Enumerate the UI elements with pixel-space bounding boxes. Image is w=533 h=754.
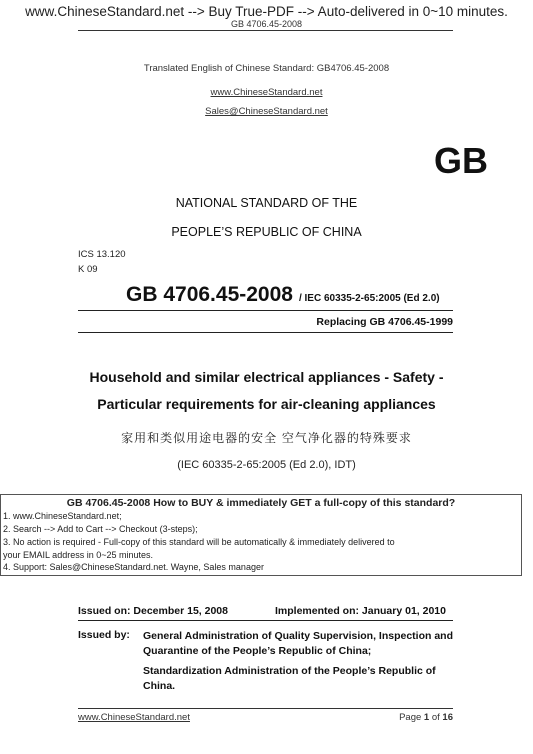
email-link[interactable]: Sales@ChineseStandard.net (205, 106, 328, 117)
issuer-2: Standardization Administration of the People’s Republic of China. (143, 665, 436, 692)
ics-code: ICS 13.120 (78, 249, 126, 260)
issued-by-label: Issued by: (78, 629, 130, 641)
website-link[interactable]: www.ChineseStandard.net (210, 87, 323, 98)
top-banner: www.ChineseStandard.net --> Buy True-PDF --> Auto-delivered in 0~10 minutes. (25, 4, 508, 19)
divider (78, 620, 453, 621)
page-number: Page 1 of 16 (399, 712, 453, 723)
total-pages: 16 (442, 712, 453, 723)
current-page: 1 (423, 712, 430, 723)
iec-identical-note: (IEC 60335-2-65:2005 (Ed 2.0), IDT) (177, 459, 356, 471)
buy-box-title: GB 4706.45-2008 How to BUY & immediately GET a full-copy of this standard? (66, 497, 456, 509)
title-line-1: Household and similar electrical appliances - Safety - (89, 369, 444, 385)
buy-box (0, 494, 522, 576)
issuer-1: General Administration of Quality Supervision, Inspection and Quarantine of the People’s Republic of China; (143, 630, 453, 657)
gb-mark: GB (434, 140, 488, 181)
buy-step: 3. No action is required - Full-copy of this standard will be automatically & immediately delivered to (3, 537, 395, 547)
national-standard-line-2: PEOPLE’S REPUBLIC OF CHINA (171, 225, 362, 239)
national-standard-line-1: NATIONAL STANDARD OF THE (175, 196, 358, 210)
website-link-wrap (0, 82, 533, 100)
translated-note: Translated English of Chinese Standard: GB4706.45-2008 (143, 63, 390, 74)
divider (78, 310, 453, 311)
footer-website-link[interactable]: www.ChineseStandard.net (78, 712, 190, 723)
header-standard-number: GB 4706.45-2008 (230, 19, 303, 29)
footer-divider (78, 708, 453, 709)
iec-reference: / IEC 60335-2-65:2005 (Ed 2.0) (298, 293, 440, 304)
email-link-wrap (0, 101, 533, 119)
buy-step: 1. www.ChineseStandard.net; (3, 511, 122, 521)
implemented-on-date: Implemented on: January 01, 2010 (275, 605, 446, 617)
chinese-title: 家用和类似用途电器的安全 空气净化器的特殊要求 (121, 431, 412, 445)
standard-number: GB 4706.45-2008 (126, 283, 293, 306)
replacing-note: Replacing GB 4706.45-1999 (316, 316, 453, 328)
title-line-2: Particular requirements for air-cleaning appliances (97, 396, 436, 412)
issue-dates (78, 605, 453, 617)
buy-step: 4. Support: Sales@ChineseStandard.net. Wayne, Sales manager (3, 562, 264, 572)
buy-step: 2. Search --> Add to Cart --> Checkout (3-steps); (3, 524, 198, 534)
divider (78, 332, 453, 333)
standard-number-line (126, 283, 440, 307)
k-code: K 09 (78, 264, 98, 275)
header-divider (78, 30, 453, 31)
issued-on-date: Issued on: December 15, 2008 (78, 605, 228, 617)
buy-step: your EMAIL address in 0~25 minutes. (3, 550, 153, 560)
